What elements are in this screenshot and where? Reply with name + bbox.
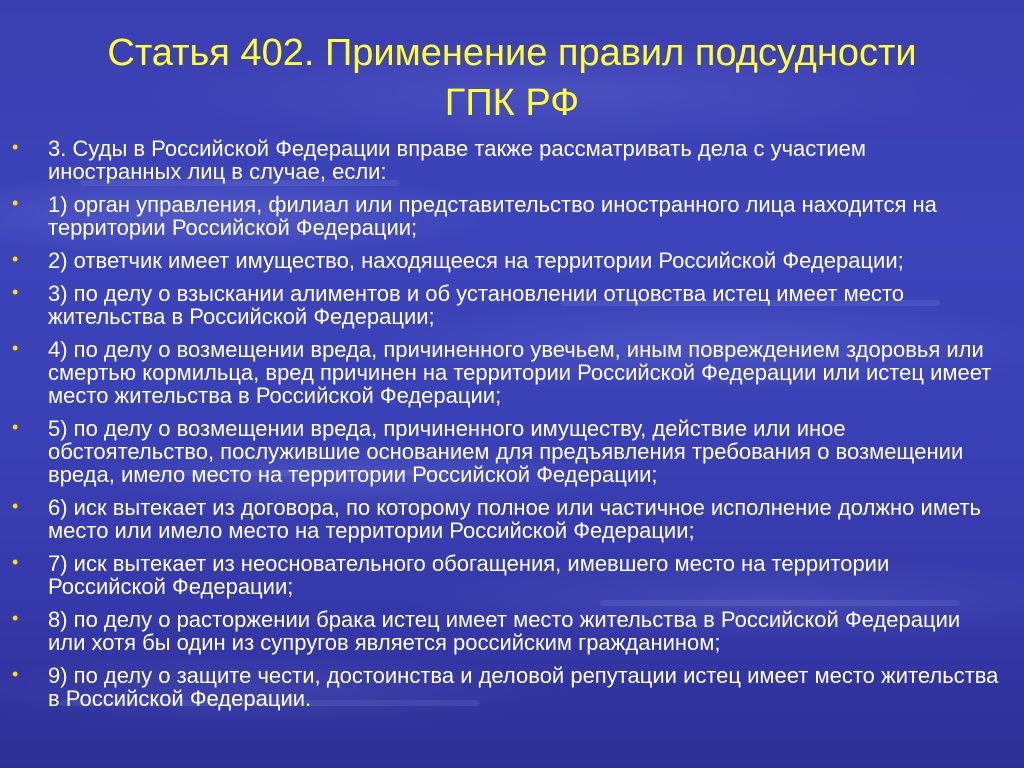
slide-title-line-1: Статья 402. Применение правил подсудности bbox=[107, 32, 917, 74]
list-item bbox=[12, 137, 1002, 183]
list-item-text: 3. Суды в Российской Федерации вправе также рассматривать дела с участием иностранных лиц в случае, если: bbox=[48, 136, 866, 184]
slide-title-line-2: ГПК РФ bbox=[444, 82, 580, 124]
list-item-text: 5) по делу о возмещении вреда, причиненного имуществу, действие или иное обстоятельство, послужившие основанием для предъявления требования о возмещении вреда, имело место на территории Российской Федерации; bbox=[48, 416, 964, 487]
list-item-text: 8) по делу о расторжении брака истец имеет место жительства в Российской Федерации или хотя бы один из супругов является российским гражданином; bbox=[48, 607, 961, 655]
list-item bbox=[12, 282, 1002, 328]
list-item-text: 4) по делу о возмещении вреда, причиненного увечьем, иным повреждением здоровья или смертью кормильца, вред причинен на территории Российской Федерации или истец имеет место жительства в Российской Федерации; bbox=[48, 337, 992, 408]
list-item-text: 6) иск вытекает из договора, по которому полное или частичное исполнение должно иметь место или имело место на территории Российской Федерации; bbox=[48, 495, 981, 543]
bullet-dot-icon: • bbox=[12, 664, 19, 684]
bullet-dot-icon: • bbox=[12, 552, 19, 572]
bullet-dot-icon: • bbox=[12, 338, 19, 358]
bullet-dot-icon: • bbox=[12, 193, 19, 213]
bullet-dot-icon: • bbox=[12, 282, 19, 302]
bullet-dot-icon: • bbox=[12, 249, 19, 269]
list-item bbox=[12, 552, 1002, 598]
list-item-text: 7) иск вытекает из неосновательного обогащения, имевшего место на территории Российской Федерации; bbox=[48, 551, 890, 599]
list-item-text: 3) по делу о взыскании алиментов и об установлении отцовства истец имеет место жительства в Российской Федерации; bbox=[48, 281, 905, 329]
list-item bbox=[12, 417, 1002, 486]
list-item-text: 2) ответчик имеет имущество, находящееся на территории Российской Федерации; bbox=[48, 248, 904, 273]
bullet-dot-icon: • bbox=[12, 417, 19, 437]
slide-title bbox=[40, 28, 984, 128]
list-item bbox=[12, 608, 1002, 654]
bullet-dot-icon: • bbox=[12, 496, 19, 516]
list-item bbox=[12, 664, 1002, 710]
bullet-dot-icon: • bbox=[12, 137, 19, 157]
list-item-text: 9) по делу о защите чести, достоинства и деловой репутации истец имеет место жительства в Российской Федерации. bbox=[48, 663, 999, 711]
bullet-list bbox=[12, 137, 1002, 720]
list-item bbox=[12, 249, 1002, 272]
list-item bbox=[12, 193, 1002, 239]
list-item bbox=[12, 338, 1002, 407]
list-item bbox=[12, 496, 1002, 542]
bullet-dot-icon: • bbox=[12, 608, 19, 628]
list-item-text: 1) орган управления, филиал или представительство иностранного лица находится на территории Российской Федерации; bbox=[48, 192, 937, 240]
